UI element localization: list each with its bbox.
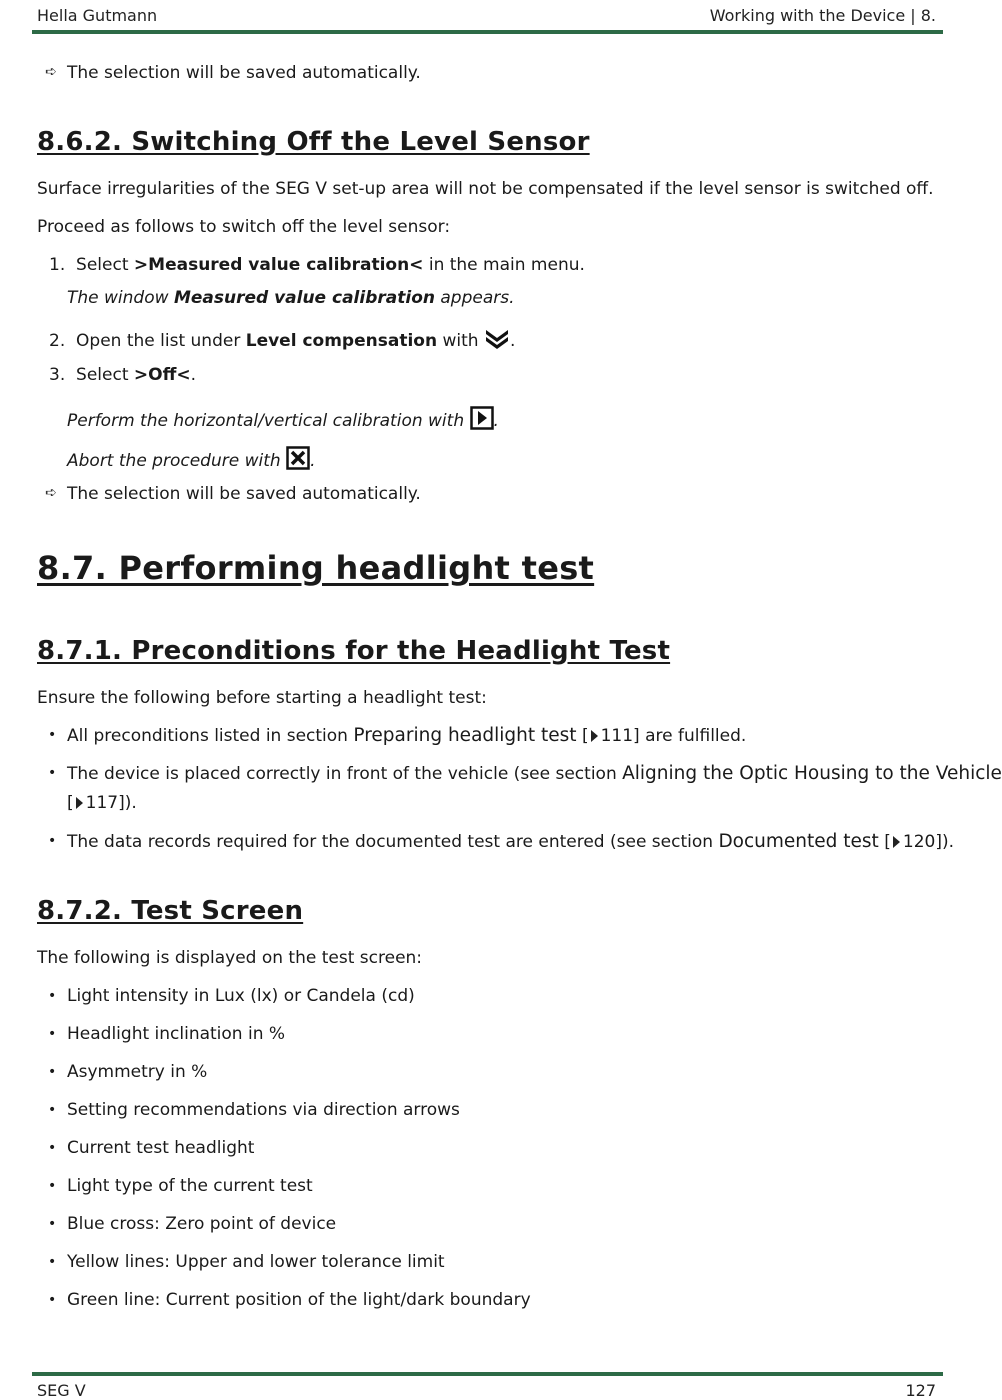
step-text: with: [437, 331, 484, 351]
double-chevron-down-icon: [484, 328, 510, 355]
page-ref[interactable]: 120]: [902, 832, 942, 852]
note-text: Perform the horizontal/vertical calibration with: [67, 411, 470, 431]
bullet-dot: •: [48, 765, 57, 781]
step-1-result: [67, 288, 515, 308]
paragraph: Ensure the following before starting a headlight test:: [37, 688, 487, 708]
step-text: Open the list under: [76, 331, 246, 351]
step-number: 1.: [49, 255, 66, 275]
step-number: 3.: [49, 365, 66, 385]
result-text: appears.: [434, 288, 515, 308]
intro-result-text: The selection will be saved automatically.: [67, 63, 421, 83]
note-text: Abort the procedure with: [67, 451, 287, 471]
result-text: The selection will be saved automatically.: [67, 484, 421, 504]
list-item: Light type of the current test: [67, 1176, 313, 1196]
list-item-continuation: [67, 793, 137, 813]
result-arrow-icon: ➪: [45, 64, 57, 80]
list-item: Headlight inclination in %: [67, 1024, 286, 1044]
footer-rule: [32, 1372, 943, 1376]
list-item: Yellow lines: Upper and lower tolerance limit: [67, 1252, 445, 1272]
bullet-dot: •: [48, 1102, 57, 1118]
step-2: [49, 328, 515, 355]
list-item: Light intensity in Lux (lx) or Candela (cd): [67, 986, 415, 1006]
window-name: Measured value calibration: [173, 288, 435, 308]
section-link[interactable]: Preparing headlight test: [353, 725, 577, 746]
link-triangle-icon: [893, 836, 900, 848]
section-title-8-7-2: 8.7.2. Test Screen: [37, 896, 304, 926]
bullet-dot: •: [48, 1026, 57, 1042]
step-text: .: [190, 365, 197, 385]
section-link[interactable]: Aligning the Optic Housing to the Vehicle: [622, 763, 1002, 784]
punctuation: .: [493, 411, 499, 431]
step-text: Select: [76, 365, 134, 385]
link-triangle-icon: [76, 797, 83, 809]
bullet-dot: •: [48, 1178, 57, 1194]
bullet-dot: •: [48, 988, 57, 1004]
play-button-icon: [470, 406, 494, 435]
step-3: [49, 365, 196, 385]
menu-item-ref: >Measured value calibration<: [133, 255, 424, 275]
abort-x-icon: [286, 446, 310, 475]
header-rule: [32, 30, 943, 34]
step-text: Select: [76, 255, 134, 275]
page-ref[interactable]: 111]: [600, 726, 640, 746]
section-title-8-6-2: 8.6.2. Switching Off the Level Sensor: [37, 127, 590, 157]
item-text: ).: [941, 832, 955, 852]
list-item: Current test headlight: [67, 1138, 255, 1158]
result-arrow-icon: ➪: [45, 485, 57, 501]
list-item: Asymmetry in %: [67, 1062, 208, 1082]
list-item: Green line: Current position of the light/dark boundary: [67, 1290, 531, 1310]
item-text: All preconditions listed in section: [67, 726, 354, 746]
abort-note: [67, 446, 315, 475]
step-number: 2.: [49, 331, 66, 351]
field-ref: Level compensation: [245, 331, 438, 351]
bullet-dot: •: [48, 1140, 57, 1156]
bullet-dot: •: [48, 1292, 57, 1308]
punctuation: .: [310, 451, 316, 471]
item-text: are fulfilled.: [639, 726, 747, 746]
list-item: Blue cross: Zero point of device: [67, 1214, 337, 1234]
section-title-8-7: 8.7. Performing headlight test: [37, 549, 595, 587]
paragraph: Proceed as follows to switch off the level sensor:: [37, 217, 451, 237]
paragraph: The following is displayed on the test screen:: [37, 948, 423, 968]
bullet-dot: •: [48, 1254, 57, 1270]
bracket: [: [576, 726, 589, 746]
page-number: 127: [905, 1381, 936, 1400]
perform-note: [67, 406, 499, 435]
section-title-8-7-1: 8.7.1. Preconditions for the Headlight Test: [37, 636, 671, 666]
footer-product: SEG V: [37, 1381, 86, 1400]
option-ref: >Off<: [133, 365, 191, 385]
header-company: Hella Gutmann: [37, 6, 158, 25]
item-text: ).: [124, 793, 137, 813]
result-text: The window: [67, 288, 174, 308]
step-text: in the main menu.: [423, 255, 585, 275]
bullet-dot: •: [48, 833, 57, 849]
item-text: The data records required for the documented test are entered (see section: [67, 832, 719, 852]
list-item: [67, 725, 746, 746]
list-item: [67, 763, 1002, 784]
bracket: [: [878, 832, 891, 852]
link-triangle-icon: [591, 730, 598, 742]
bullet-dot: •: [48, 1216, 57, 1232]
item-text: The device is placed correctly in front of the vehicle (see section: [67, 764, 623, 784]
bullet-dot: •: [48, 1064, 57, 1080]
bullet-dot: •: [48, 727, 57, 743]
step-1: [49, 255, 585, 275]
punctuation: .: [509, 331, 516, 351]
list-item: [67, 831, 954, 852]
list-item: Setting recommendations via direction arrows: [67, 1100, 460, 1120]
bracket: [: [67, 793, 74, 813]
paragraph: Surface irregularities of the SEG V set-up area will not be compensated if the level sensor is switched off.: [37, 179, 934, 199]
header-chapter: Working with the Device | 8.: [709, 6, 936, 25]
page-ref[interactable]: 117]: [85, 793, 125, 813]
section-link[interactable]: Documented test: [718, 831, 879, 852]
